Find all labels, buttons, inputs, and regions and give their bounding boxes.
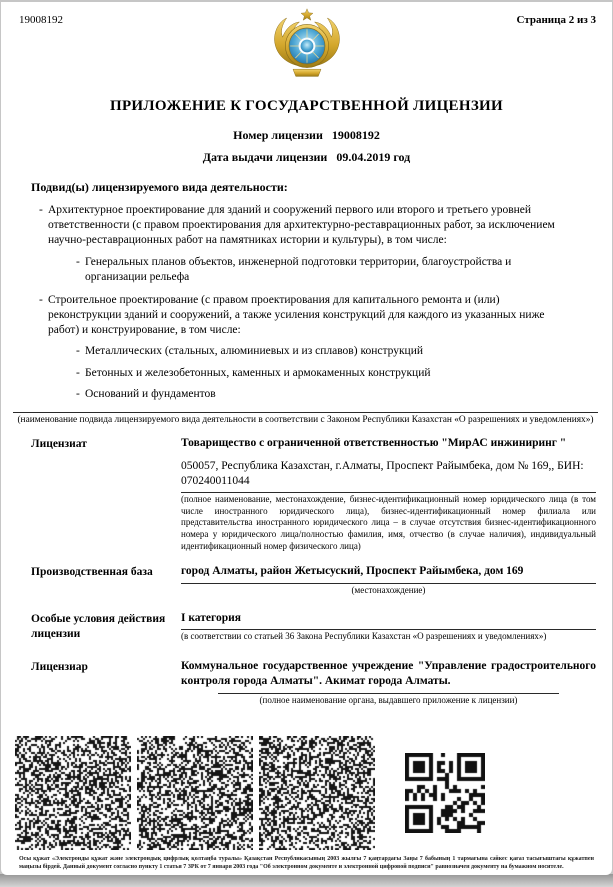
- page-bottom-shadow: [0, 874, 613, 887]
- special-conditions-value: I категория: [181, 611, 241, 624]
- dash-bullet-icon: -: [76, 345, 80, 358]
- list-subitem: - Генеральных планов объектов, инженерной подготовки территории, благоустройства и организации рельефа: [76, 255, 612, 285]
- license-number-label: Номер лицензии: [233, 128, 323, 142]
- license-date-line: [1, 150, 612, 165]
- license-number-value: 19008192: [331, 128, 380, 142]
- licensee-footnote: (полное наименование, местонахождение, бизнес-идентификационный номер юридического лица (в том числе иностранного юридического лица), бизнес-идентификационный номер филиала или представительства иностранного юридического лица – в случае отсутствия бизнес-идентификационного номера у юридического лица/полностью фамилия, имя, отчество (в случае наличия), индивидуальный идентификационный номер физического лица): [181, 494, 596, 551]
- special-conditions-footnote: (в соответствии со статьей 36 Закона Республики Казахстан «О разрешениях и уведомлениях»): [181, 631, 547, 642]
- page-title: ПРИЛОЖЕНИЕ К ГОСУДАРСТВЕННОЙ ЛИЦЕНЗИИ: [110, 98, 503, 114]
- codes-row: [15, 736, 612, 850]
- list-subitem: - Бетонных и железобетонных, каменных и армокаменных конструкций: [76, 366, 612, 381]
- subtypes-footnote: (наименование подвида лицензируемого вида деятельности в соответствии с Законом Республики Казахстан «О разрешениях и уведомлениях»): [13, 412, 598, 427]
- license-date-label: Дата выдачи лицензии: [202, 150, 328, 164]
- data-barcode-2-image: [137, 736, 253, 850]
- list-subitem: - Оснований и фундаментов: [76, 387, 612, 402]
- field-licensee: [31, 436, 596, 553]
- production-base-label: Производственная база: [31, 566, 153, 579]
- dash-bullet-icon: -: [76, 255, 80, 268]
- license-number-line: [1, 128, 612, 143]
- special-conditions-label: Особые условия действия лицензии: [31, 612, 166, 640]
- document-header: [1, 2, 612, 88]
- field-special-conditions: [31, 611, 596, 643]
- production-base-footnote: (местонахождение): [351, 584, 426, 595]
- list-item: - Строительное проектирование (с правом проектирования для капитального ремонта и (или) реконструкции зданий и сооружений, а также усиления конструкций для каждого из указанных ниже работ) и конструирование, в том числе:: [39, 293, 612, 339]
- qr-code-image: [405, 753, 485, 833]
- page-indicator: Страница 2 из 3: [516, 14, 596, 26]
- subtypes-heading: Подвид(ы) лицензируемого вида деятельности:: [31, 180, 288, 194]
- fields-section: [1, 436, 612, 707]
- dash-bullet-icon: -: [76, 366, 80, 379]
- production-base-value: город Алматы, район Жетысуский, Проспект Райымбека, дом 169: [181, 565, 524, 578]
- field-licensor: [31, 659, 596, 707]
- licensee-label: Лицензиат: [31, 437, 87, 450]
- licensor-footnote: (полное наименование органа, выдавшего приложение к лицензии): [259, 694, 518, 705]
- field-production-base: [31, 564, 596, 596]
- kazakhstan-emblem-icon: [264, 6, 350, 91]
- license-date-value: 09.04.2019 год: [336, 150, 411, 164]
- doc-number: 19008192: [19, 14, 63, 26]
- dash-bullet-icon: -: [76, 387, 80, 400]
- document-page: [1, 2, 612, 875]
- list-subitem: - Металлических (стальных, алюминиевых и из сплавов) конструкций: [76, 344, 612, 359]
- licensor-value: Коммунальное государственное учреждение "Управление градостроительного контроля города Алматы". Акимат города Алматы.: [181, 659, 596, 688]
- data-barcode-1-image: [15, 736, 131, 850]
- list-item: - Архитектурное проектирование для зданий и сооружений первого или второго и третьего уровней ответственности (с правом проектирования для архитектурно-реставрационных работ, за исключением научно-реставрационных работ на памятниках истории и культуры), в том числе:: [39, 203, 612, 249]
- dash-bullet-icon: -: [39, 293, 43, 306]
- licensor-label: Лицензиар: [31, 660, 88, 673]
- data-barcode-3-image: [259, 736, 375, 850]
- dash-bullet-icon: -: [39, 204, 43, 216]
- licensee-address: 050057, Республика Казахстан, г.Алматы, Проспект Райымбека, дом № 169,, БИН: 070240011044: [181, 460, 584, 488]
- licensee-name: Товарищество с ограниченной ответственностью "МирАС инжиниринг ": [181, 436, 567, 449]
- document-bottom: [1, 736, 612, 872]
- legal-footer-text: Осы құжат «Электронды құжат және электрондық цифрлық қолтаңба туралы» Қазақстан Республикасының 2003 жылғы 7 қаңтардағы Заңы 7 бабының 1 тармағына сәйкес қағаз тасығыштағы құжатпен маңызы бірдей. Данный документ согласно пункту 1 статья 7 ЗРК от 7 января 2003 года "Об электронном документе и электронной цифровой подписи" равнозначен документу на бумажном носителе.: [19, 855, 594, 871]
